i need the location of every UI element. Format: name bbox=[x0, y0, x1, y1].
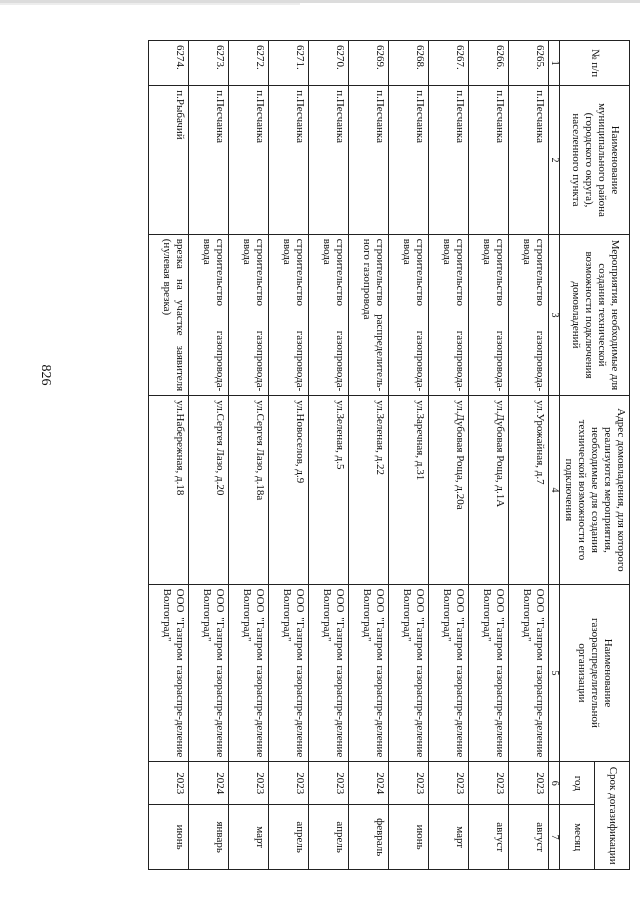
table-row bbox=[349, 41, 389, 870]
header-num: № п/п bbox=[560, 41, 630, 86]
row-month: август bbox=[509, 805, 549, 870]
row-month: январь bbox=[189, 805, 229, 870]
row-number: 6269. bbox=[349, 41, 389, 86]
row-locality: п.Песчанка bbox=[269, 86, 309, 235]
table-body bbox=[149, 41, 549, 870]
row-locality: п.Песчанка bbox=[469, 86, 509, 235]
row-address: ул.Зеленая, д.5 bbox=[309, 396, 349, 584]
row-locality: п.Песчанка bbox=[509, 86, 549, 235]
row-measure: строительство газопровода-ввода bbox=[429, 234, 469, 395]
row-measure: врезка на участке заявителя (нулевая врезка) bbox=[149, 234, 189, 395]
row-locality: п.Песчанка bbox=[349, 86, 389, 235]
row-measure: строительство газопровода-ввода bbox=[469, 234, 509, 395]
rotated-page bbox=[95, 40, 630, 870]
row-org: ООО "Газпром газораспре-деление Волгоград" bbox=[269, 584, 309, 762]
row-org: ООО "Газпром газораспре-деление Волгоград" bbox=[349, 584, 389, 762]
row-locality: п.Песчанка bbox=[309, 86, 349, 235]
header-address: Адрес домовладения, для которого реализуются мероприятия, необходимые для создания технической возможности его подключения bbox=[560, 396, 630, 584]
row-number: 6273. bbox=[189, 41, 229, 86]
row-year: 2023 bbox=[229, 762, 269, 805]
row-locality: п.Песчанка bbox=[389, 86, 429, 235]
row-number: 6267. bbox=[429, 41, 469, 86]
row-number: 6272. bbox=[229, 41, 269, 86]
row-measure: строительство газопровода-ввода bbox=[269, 234, 309, 395]
row-locality: п.Песчанка bbox=[429, 86, 469, 235]
row-month: март bbox=[429, 805, 469, 870]
table-row bbox=[149, 41, 189, 870]
row-address: ул.Урожайная, д.7 bbox=[509, 396, 549, 584]
row-month: апрель bbox=[269, 805, 309, 870]
table-row bbox=[269, 41, 309, 870]
row-org: ООО "Газпром газораспре-деление Волгоград" bbox=[229, 584, 269, 762]
table-row bbox=[509, 41, 549, 870]
row-locality: п.Рыбачий bbox=[149, 86, 189, 235]
row-org: ООО "Газпром газораспре-деление Волгоград" bbox=[189, 584, 229, 762]
column-index-row bbox=[549, 41, 560, 870]
row-year: 2024 bbox=[189, 762, 229, 805]
header-org: Наименование газораспределительной организации bbox=[560, 584, 630, 762]
page-number: 826 bbox=[38, 364, 53, 386]
column-index: 2 bbox=[549, 86, 560, 235]
table-row bbox=[229, 41, 269, 870]
row-number: 6265. bbox=[509, 41, 549, 86]
column-index: 7 bbox=[549, 805, 560, 870]
row-month: август bbox=[469, 805, 509, 870]
table-row bbox=[309, 41, 349, 870]
column-index: 3 bbox=[549, 234, 560, 395]
row-address: ул.Дубовая Роща, д.1А bbox=[469, 396, 509, 584]
row-measure: строительство газопровода-ввода bbox=[189, 234, 229, 395]
gasification-table bbox=[148, 40, 630, 870]
row-org: ООО "Газпром газораспре-деление Волгоград" bbox=[389, 584, 429, 762]
table-row bbox=[429, 41, 469, 870]
row-address: ул.Новоселов, д.9 bbox=[269, 396, 309, 584]
row-number: 6266. bbox=[469, 41, 509, 86]
row-year: 2023 bbox=[509, 762, 549, 805]
column-index: 5 bbox=[549, 584, 560, 762]
row-month: июнь bbox=[149, 805, 189, 870]
row-year: 2023 bbox=[469, 762, 509, 805]
row-address: ул.Набережная, д.18 bbox=[149, 396, 189, 584]
row-year: 2023 bbox=[429, 762, 469, 805]
row-year: 2023 bbox=[269, 762, 309, 805]
row-year: 2023 bbox=[389, 762, 429, 805]
row-address: ул.Сергея Лазо, д.18а bbox=[229, 396, 269, 584]
row-measure: строительство газопровода-ввода bbox=[509, 234, 549, 395]
row-address: ул.Зеленая, д.22 bbox=[349, 396, 389, 584]
row-month: апрель bbox=[309, 805, 349, 870]
scan-edge-shadow bbox=[0, 3, 300, 5]
row-org: ООО "Газпром газораспре-деление Волгоград" bbox=[309, 584, 349, 762]
header-month: месяц bbox=[560, 805, 595, 870]
header-term: Срок догазификации bbox=[595, 762, 630, 870]
table-row bbox=[389, 41, 429, 870]
row-year: 2024 bbox=[349, 762, 389, 805]
row-org: ООО "Газпром газораспре-деление Волгоград" bbox=[469, 584, 509, 762]
row-measure: строительство газопровода-ввода bbox=[389, 234, 429, 395]
column-index: 4 bbox=[549, 396, 560, 584]
row-org: ООО "Газпром газораспре-деление Волгоград" bbox=[149, 584, 189, 762]
header-locality: Наименование муниципального района (городского округа), населенного пункта bbox=[560, 86, 630, 235]
row-address: ул.Заречная, д.31 bbox=[389, 396, 429, 584]
row-number: 6268. bbox=[389, 41, 429, 86]
row-address: ул.Дубовая Роща, д.20а bbox=[429, 396, 469, 584]
row-month: март bbox=[229, 805, 269, 870]
row-number: 6270. bbox=[309, 41, 349, 86]
row-locality: п.Песчанка bbox=[229, 86, 269, 235]
row-locality: п.Песчанка bbox=[189, 86, 229, 235]
row-address: ул.Сергея Лазо, д.20 bbox=[189, 396, 229, 584]
row-month: февраль bbox=[349, 805, 389, 870]
column-index: 1 bbox=[549, 41, 560, 86]
row-measure: строительство газопровода-ввода bbox=[309, 234, 349, 395]
header-measure: Мероприятия, необходимые для создания технической возможности подключения домовладений bbox=[560, 234, 630, 395]
column-index: 6 bbox=[549, 762, 560, 805]
row-number: 6274. bbox=[149, 41, 189, 86]
table-header bbox=[549, 41, 630, 870]
row-org: ООО "Газпром газораспре-деление Волгоград" bbox=[509, 584, 549, 762]
row-org: ООО "Газпром газораспре-деление Волгоград" bbox=[429, 584, 469, 762]
row-measure: строительство газопровода-ввода bbox=[229, 234, 269, 395]
row-month: июнь bbox=[389, 805, 429, 870]
row-measure: строительство распределитель-ного газопровода bbox=[349, 234, 389, 395]
row-number: 6271. bbox=[269, 41, 309, 86]
header-year: год bbox=[560, 762, 595, 805]
table-row bbox=[189, 41, 229, 870]
row-year: 2023 bbox=[149, 762, 189, 805]
row-year: 2023 bbox=[309, 762, 349, 805]
table-row bbox=[469, 41, 509, 870]
